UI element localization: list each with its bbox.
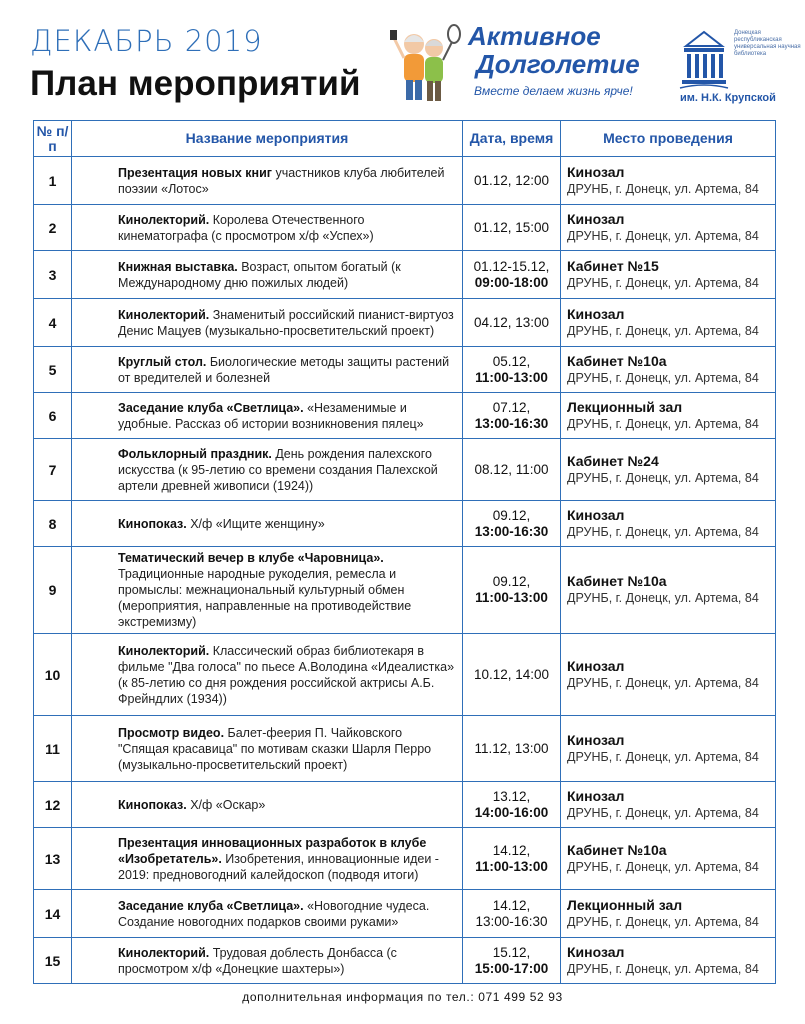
date-line2: 13:00-16:30 [475,913,548,929]
brand-line2: Долголетие [476,49,640,79]
place-address: ДРУНБ, г. Донецк, ул. Артема, 84 [567,524,759,539]
event-cell [72,157,463,205]
event-title: Кинолекторий. [118,212,210,227]
row-number: 2 [34,205,72,251]
event-title: Просмотр видео. [118,725,225,740]
date-cell [463,828,561,890]
brand-line1: Активное [468,21,601,51]
place-address: ДРУНБ, г. Донецк, ул. Артема, 84 [567,805,759,820]
event-title: Фольклорный праздник. [118,446,272,461]
date-cell [463,938,561,984]
place-cell [561,347,776,393]
place-cell [561,299,776,347]
table-row [34,299,776,347]
event-description: «Незаменимые и удобные. Рассказ об истории возникновения пялец» [118,400,424,431]
event-title: Кинопоказ. [118,516,187,531]
place-address: ДРУНБ, г. Донецк, ул. Артема, 84 [567,859,759,874]
event-title: Тематический вечер в клубе «Чаровница». [118,551,384,565]
date-line2: 14:00-16:00 [474,804,549,820]
table-row [34,205,776,251]
event-title: Кинолекторий. [118,643,210,658]
event-description: Возраст, опытом богатый (к Международному дню пожилых людей) [118,259,401,290]
table-row [34,157,776,205]
event-description: Биологические методы защиты растений от вредителей и болезней [118,354,450,385]
place-cell [561,828,776,890]
active-longevity-logo [468,22,646,112]
event-cell [72,828,463,890]
date-line2: 15:00-17:00 [474,960,549,976]
date-line2: 09:00-18:00 [474,274,549,290]
place-room: Кабинет №10а [567,573,667,589]
place-room: Кабинет №24 [567,452,659,469]
table-row [34,828,776,890]
event-title: Книжная выставка. [118,259,238,274]
row-number: 11 [34,716,72,782]
event-description: Изобретения, инновационные идеи - 2019: предновогодний калейдоскоп (подводя итоги) [118,851,439,882]
place-address: ДРУНБ, г. Донецк, ул. Артема, 84 [567,323,759,338]
event-title: Презентация новых книг [118,165,272,180]
date-line1: 04.12, 13:00 [473,314,550,330]
row-number: 3 [34,251,72,299]
event-title: Кинолекторий. [118,945,210,960]
table-row [34,547,776,634]
event-cell [72,547,463,634]
date-line1: 08.12, 11:00 [474,461,549,477]
event-description: День рождения палехского искусства (к 95-летию со времени создания Палехской артели древней живописи (1924)) [118,446,438,493]
row-number: 13 [34,828,72,890]
place-address: ДРУНБ, г. Донецк, ул. Артема, 84 [567,749,759,764]
library-short-name: им. Н.К. Крупской [680,92,776,104]
events-table [33,120,776,984]
row-number: 6 [34,393,72,439]
place-room: Кабинет №10а [567,352,667,369]
place-cell [561,251,776,299]
event-cell [72,299,463,347]
date-line1: 13.12, [492,788,531,804]
header-event: Название мероприятия [72,121,463,157]
footer-contact: дополнительная информация по тел.: 071 499 52 93 [242,990,563,1004]
row-number: 4 [34,299,72,347]
table-row [34,938,776,984]
place-room: Лекционный зал [567,896,683,913]
place-cell [561,938,776,984]
date-cell [463,205,561,251]
place-cell [561,393,776,439]
event-title: Заседание клуба «Светлица». [118,400,304,415]
row-number: 8 [34,501,72,547]
seniors-illustration-icon [388,24,462,104]
event-cell [72,634,463,716]
event-title: Заседание клуба «Светлица». [118,898,304,913]
date-cell [463,347,561,393]
event-description: участников клуба любителей поэзии «Лотос» [118,165,445,196]
brand-slogan: Вместе делаем жизнь ярче! [474,84,633,98]
place-address: ДРУНБ, г. Донецк, ул. Артема, 84 [567,228,759,243]
place-cell [561,547,776,634]
place-cell [561,782,776,828]
row-number: 9 [34,547,72,634]
row-number: 7 [34,439,72,501]
date-line2: 13:00-16:30 [474,415,549,431]
event-cell [72,716,463,782]
row-number: 15 [34,938,72,984]
place-address: ДРУНБ, г. Донецк, ул. Артема, 84 [567,470,759,485]
date-cell [463,547,561,634]
place-address: ДРУНБ, г. Донецк, ул. Артема, 84 [567,914,759,929]
date-line1: 15.12, [492,944,531,960]
event-title: Круглый стол. [118,354,207,369]
place-address: ДРУНБ, г. Донецк, ул. Артема, 84 [567,370,759,385]
date-line1: 10.12, 14:00 [473,666,550,682]
date-cell [463,393,561,439]
header-num: № п/п [34,121,72,157]
event-cell [72,501,463,547]
event-cell [72,205,463,251]
place-address: ДРУНБ, г. Донецк, ул. Артема, 84 [567,181,759,196]
date-line1: 14.12, [492,897,531,913]
place-address: ДРУНБ, г. Донецк, ул. Артема, 84 [567,961,759,976]
date-cell [463,634,561,716]
place-cell [561,439,776,501]
date-cell [463,251,561,299]
library-building-icon [676,28,732,90]
event-description: Трудовая доблесть Донбасса (с просмотром х/ф «Донецкие шахтеры») [118,945,397,976]
place-room: Кинозал [567,305,625,322]
date-line1: 01.12, 15:00 [473,219,550,235]
date-line1: 14.12, [492,842,531,858]
header-date: Дата, время [463,121,561,157]
event-description: Х/ф «Оскар» [186,797,266,812]
event-description: Балет-феерия П. Чайковского "Спящая красавица" по мотивам сказки Шарля Перро (музыкально-просветительский проект) [118,725,432,772]
date-cell [463,782,561,828]
month-heading: ДЕКАБРЬ 2019 [30,24,263,58]
event-cell [72,890,463,938]
table-row [34,890,776,938]
date-cell [463,439,561,501]
table-row [34,347,776,393]
place-room: Кабинет №15 [567,257,659,274]
event-description: Королева Отечественного кинематографа (с просмотром х/ф «Успех») [118,212,374,243]
event-cell [72,251,463,299]
event-description: Классический образ библиотекаря в фильме "Два голоса" по пьесе А.Володина «Идеалистка» (к 85-летию со дня рождения российской актрисы А.Б. Фрейндлих (1934)) [118,643,455,706]
event-cell [72,782,463,828]
place-room: Кинозал [567,506,625,523]
date-line2: 11:00-13:00 [475,369,548,385]
date-line2: 13:00-16:30 [474,523,549,539]
date-cell [463,890,561,938]
row-number: 5 [34,347,72,393]
library-logo [676,28,802,112]
page-title: План мероприятий [30,64,361,103]
event-cell [72,938,463,984]
place-cell [561,205,776,251]
event-cell [72,393,463,439]
date-cell [463,157,561,205]
place-room: Кинозал [567,657,625,674]
place-room: Кинозал [567,943,625,960]
page-header [0,0,805,118]
event-cell [72,347,463,393]
table-row [34,251,776,299]
place-address: ДРУНБ, г. Донецк, ул. Артема, 84 [567,591,759,605]
table-row [34,393,776,439]
date-cell [463,716,561,782]
place-cell [561,634,776,716]
library-full-name: Донецкая республиканская универсальная научная библиотека [734,30,801,57]
place-cell [561,716,776,782]
date-line2: 11:00-13:00 [475,858,548,874]
date-line1: 07.12, [492,399,531,415]
event-description: «Новогодние чудеса. Создание новогодних подарков своими руками» [118,898,430,929]
date-line1: 09.12, [492,507,531,523]
date-line1: 09.12, [492,574,531,589]
date-line2: 11:00-13:00 [475,590,548,605]
header-place: Место проведения [561,121,776,157]
event-description: Х/ф «Ищите женщину» [186,516,325,531]
event-cell [72,439,463,501]
table-header-row [34,121,776,157]
event-title: Презентация инновационных разработок в клубе «Изобретатель». [118,835,427,866]
table-row [34,634,776,716]
place-room: Кинозал [567,210,625,227]
date-line1: 01.12, 12:00 [473,172,550,188]
date-cell [463,501,561,547]
date-line1: 11.12, 13:00 [474,740,549,756]
event-description: Традиционные народные рукоделия, ремесла и промыслы: межнациональный культурный обмен (мероприятия, направленные на противодействие экстремизму) [118,567,412,629]
place-room: Лекционный зал [567,398,683,415]
place-cell [561,890,776,938]
place-room: Кинозал [567,731,625,748]
table-body [34,157,776,984]
place-cell [561,157,776,205]
event-title: Кинолекторий. [118,307,210,322]
date-line1: 05.12, [492,353,531,369]
place-address: ДРУНБ, г. Донецк, ул. Артема, 84 [567,675,759,690]
row-number: 12 [34,782,72,828]
place-room: Кабинет №10а [567,841,667,858]
table-row [34,716,776,782]
table-row [34,782,776,828]
row-number: 14 [34,890,72,938]
date-cell [463,299,561,347]
place-address: ДРУНБ, г. Донецк, ул. Артема, 84 [567,275,759,290]
place-address: ДРУНБ, г. Донецк, ул. Артема, 84 [567,416,759,431]
place-room: Кинозал [567,163,625,180]
row-number: 1 [34,157,72,205]
event-description: Знаменитый российский пианист-виртуоз Денис Мацуев (музыкально-просветительский проект) [118,307,454,338]
event-title: Кинопоказ. [118,797,187,812]
row-number: 10 [34,634,72,716]
table-row [34,501,776,547]
place-cell [561,501,776,547]
table-row [34,439,776,501]
place-room: Кинозал [567,787,625,804]
date-line1: 01.12-15.12, [473,258,550,274]
